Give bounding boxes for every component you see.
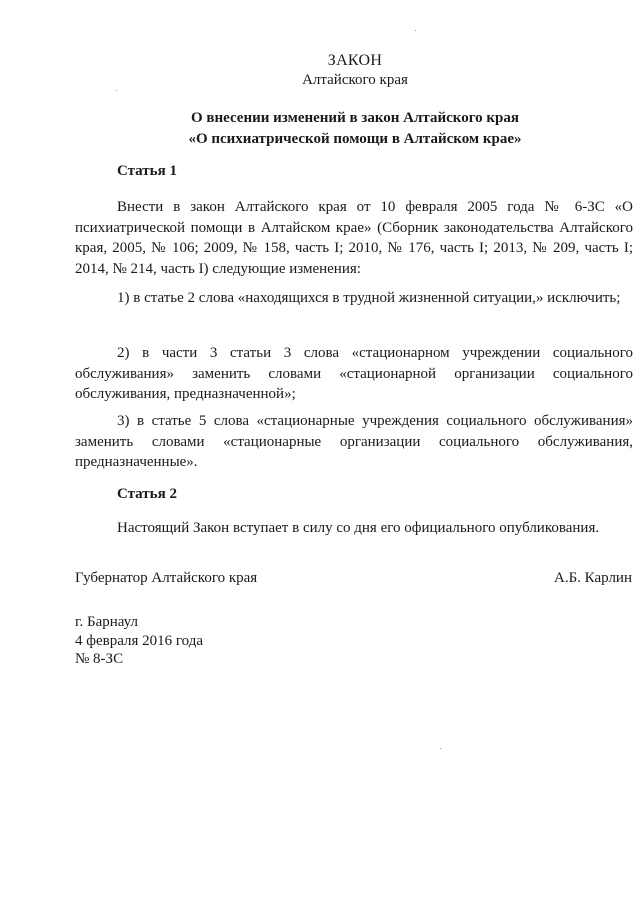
article-1-intro: Внести в закон Алтайского края от 10 февраля 2005 года № 6-ЗС «О психиатрической помощи в Алтайском крае» (Сборник законодательства Алтайского края, 2005, № 106; 2009, № 158, часть I; 2010, № 176, часть I; 2013, № 209, часть I; 2014, № 214, часть I) следующие изменения: [75,199,633,277]
law-number: № 8-ЗС [75,651,124,667]
scan-artifact-dot [440,748,441,749]
signature-row [75,570,632,587]
place-date-number-block [75,613,203,669]
article-1-item-2: 2) в части 3 статьи 3 слова «стационарном учреждении социального обслуживания» заменить словами «стационарной организации социального обслуживания, предназначенной»; [75,345,633,402]
article-2-heading: Статья 2 [117,486,177,502]
document-title [75,108,635,150]
scan-artifact-dot [116,90,117,91]
article-1-item-3: 3) в статье 5 слова «стационарные учреждения социального обслуживания» заменить словами «стационарные организации социального обслуживания, предназначенные». [75,413,633,470]
document-title-line-1: О внесении изменений в закон Алтайского края [190,110,520,126]
document-type: ЗАКОН [327,52,383,69]
place-of-signing: г. Барнаул [75,614,138,630]
article-1-heading: Статья 1 [117,163,177,179]
article-2-text: Настоящий Закон вступает в силу со дня его официального опубликования. [117,520,600,536]
document-region: Алтайского края [302,72,408,88]
document-title-line-2: «О психиатрической помощи в Алтайском крае» [188,131,522,147]
article-1-item-1: 1) в статье 2 слова «находящихся в трудной жизненной ситуации,» исключить; [117,290,621,306]
signing-date: 4 февраля 2016 года [75,632,204,649]
signatory-position: Губернатор Алтайского края [75,570,258,586]
signatory-name: А.Б. Карлин [553,570,632,586]
scan-artifact-dot [415,30,416,31]
